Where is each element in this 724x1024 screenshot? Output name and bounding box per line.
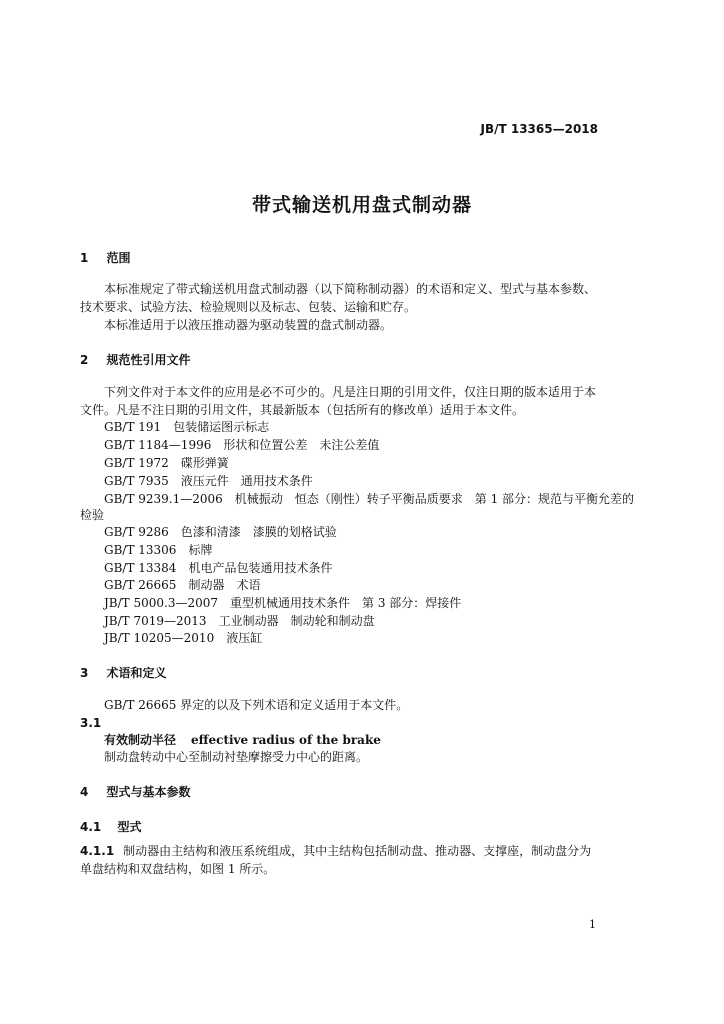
section-1-heading <box>80 249 131 266</box>
reference-item-continuation: 检验 <box>80 508 105 522</box>
section-3-heading <box>80 664 167 681</box>
section-title: 范围 <box>106 251 131 265</box>
term-chinese: 有效制动半径 <box>104 733 177 747</box>
reference-item: JB/T 7019—2013 工业制动器 制动轮和制动盘 <box>104 614 375 628</box>
term-english: effective radius of the brake <box>191 733 381 747</box>
document-title: 带式输送机用盘式制动器 <box>251 194 472 216</box>
reference-item: GB/T 9239.1—2006 机械振动 恒态（刚性）转子平衡品质要求 第 1 部分：规范与平衡允差的 <box>104 492 635 506</box>
section-number: 3 <box>80 666 89 680</box>
clause-number: 4.1.1 <box>80 844 115 858</box>
reference-item: GB/T 13306 标牌 <box>104 543 213 557</box>
paragraph: 下列文件对于本文件的应用是必不可少的。凡是注日期的引用文件，仅注日期的版本适用于本文件。凡是不注日期的引用文件，其最新版本（包括所有的修改单）适用于本文件。 <box>80 385 597 417</box>
section-number: 1 <box>80 251 89 265</box>
reference-item: GB/T 26665 制动器 术语 <box>104 578 261 592</box>
reference-item: JB/T 5000.3—2007 重型机械通用技术条件 第 3 部分：焊接件 <box>104 596 462 610</box>
reference-item: GB/T 9286 色漆和清漆 漆膜的划格试验 <box>104 525 337 539</box>
section-title: 型式与基本参数 <box>106 785 191 799</box>
reference-item: GB/T 191 包装储运图示标志 <box>104 420 270 434</box>
section-title: 规范性引用文件 <box>106 353 191 367</box>
reference-item: GB/T 1972 碟形弹簧 <box>104 456 229 470</box>
paragraph: GB/T 26665 界定的以及下列术语和定义适用于本文件。 <box>104 698 409 712</box>
subsection-number: 4.1 <box>80 820 102 834</box>
reference-item: JB/T 10205—2010 液压缸 <box>104 631 263 645</box>
section-2-heading <box>80 351 191 368</box>
subclause-number: 3.1 <box>80 716 102 730</box>
page-number: 1 <box>589 918 596 931</box>
clause-4-1-1 <box>80 842 600 878</box>
paragraph: 本标准规定了带式输送机用盘式制动器（以下简称制动器）的术语和定义、型式与基本参数、技术要求、试验方法、检验规则以及标志、包装、运输和贮存。 <box>80 282 597 314</box>
section-title: 术语和定义 <box>106 666 167 680</box>
section-number: 4 <box>80 785 89 799</box>
paragraph: 本标准适用于以液压推动器为驱动装置的盘式制动器。 <box>104 318 393 332</box>
clause-text: 制动器由主结构和液压系统组成，其中主结构包括制动盘、推动器、支撑座，制动盘分为单盘结构和双盘结构，如图 1 所示。 <box>80 844 592 876</box>
term-definition: 制动盘转动中心至制动衬垫摩擦受力中心的距离。 <box>104 750 369 764</box>
section-number: 2 <box>80 353 89 367</box>
reference-item: GB/T 7935 液压元件 通用技术条件 <box>104 474 313 488</box>
reference-item: GB/T 13384 机电产品包装通用技术条件 <box>104 561 333 575</box>
term-entry <box>104 731 381 749</box>
subsection-4-1-heading <box>80 818 141 835</box>
reference-item: GB/T 1184—1996 形状和位置公差 未注公差值 <box>104 438 380 452</box>
section-4-heading <box>80 783 191 800</box>
subsection-title: 型式 <box>117 820 142 834</box>
standard-number: JB/T 13365—2018 <box>480 122 598 136</box>
